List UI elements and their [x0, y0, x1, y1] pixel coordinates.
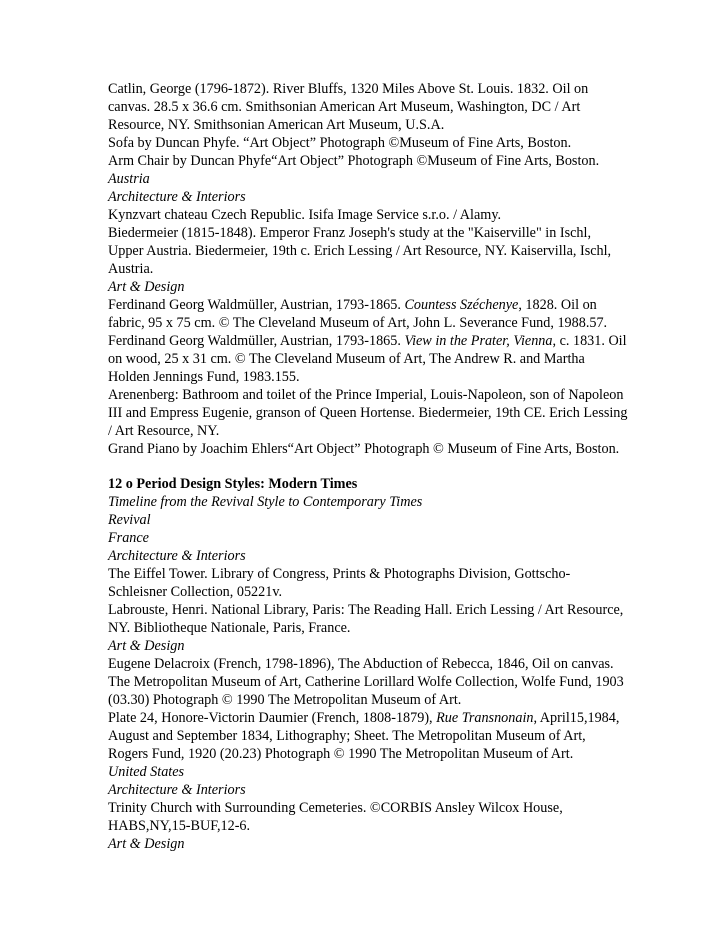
artwork-title: View in the Prater, Vienna: [404, 333, 553, 349]
heading-art-design: Art & Design: [108, 279, 185, 295]
entry-delacroix-rebecca: Eugene Delacroix (French, 1798-1896), The Abduction of Rebecca, 1846, Oil on canvas. The Metropolitan Museum of Art, Catherine Lorillard Wolfe Collection, Wolfe Fund, 1903 (03.30) Photograph © 1990 The Metropolitan Museum of Art.: [108, 656, 624, 708]
entry-text: , 1828. Oil on fabric, 95 x 75 cm. © The Cleveland Museum of Art, John L. Severance Fund, 1988.57.: [108, 297, 608, 331]
heading-art-design: Art & Design: [108, 638, 185, 654]
heading-architecture-interiors: Architecture & Interiors: [108, 548, 246, 564]
entry-waldmuller-countess: [108, 296, 628, 332]
paragraph-gap: [108, 458, 628, 475]
entry-trinity-church: Trinity Church with Surrounding Cemeteries. ©CORBIS Ansley Wilcox House, HABS,NY,15-BUF,12-6.: [108, 800, 563, 834]
entry-text: , c. 1831. Oil on wood, 25 x 31 cm. © The Cleveland Museum of Art, The Andrew R. and Martha Holden Jennings Fund, 1983.155.: [108, 333, 627, 385]
entry-text: , April15,1984, August and September 1834, Lithography; Sheet. The Metropolitan Museum of Art, Rogers Fund, 1920 (20.23) Photograph © 1990 The Metropolitan Museum of Art.: [108, 710, 620, 762]
heading-united-states: United States: [108, 764, 185, 780]
entry-labrouste-reading-hall: Labrouste, Henri. National Library, Paris: The Reading Hall. Erich Lessing / Art Resource, NY. Bibliotheque Nationale, Paris, France.: [108, 602, 624, 636]
entry-daumier-plate-24: [108, 709, 628, 763]
entry-biedermeier-study: Biedermeier (1815-1848). Emperor Franz Joseph's study at the "Kaiserville" in Ischl, Upper Austria. Biedermeier, 19th c. Erich Lessing / Art Resource, NY. Kaiservilla, Ischl, Austria.: [108, 225, 612, 277]
section-subtitle: Timeline from the Revival Style to Contemporary Times: [108, 494, 423, 510]
entry-grand-piano-ehlers: Grand Piano by Joachim Ehlers“Art Object” Photograph © Museum of Fine Arts, Boston.: [108, 441, 620, 457]
entry-waldmuller-prater: [108, 332, 628, 386]
entry-text: Plate 24, Honore-Victorin Daumier (French, 1808-1879),: [108, 710, 437, 726]
heading-revival: Revival: [108, 512, 151, 528]
entry-arm-chair-duncan-phyfe: Arm Chair by Duncan Phyfe“Art Object” Photograph ©Museum of Fine Arts, Boston.: [108, 153, 600, 169]
entry-text: Ferdinand Georg Waldmüller, Austrian, 1793-1865.: [108, 333, 405, 349]
heading-architecture-interiors: Architecture & Interiors: [108, 189, 246, 205]
document-page: [108, 80, 628, 853]
heading-austria: Austria: [108, 171, 150, 187]
entry-arenenberg-bathroom: Arenenberg: Bathroom and toilet of the Prince Imperial, Louis-Napoleon, son of Napoleon III and Empress Eugenie, granson of Queen Hortense. Biedermeier, 19th CE. Erich Lessing / Art Resource, NY.: [108, 387, 628, 439]
entry-text: Ferdinand Georg Waldmüller, Austrian, 1793-1865.: [108, 297, 405, 313]
artwork-title: Rue Transnonain: [436, 710, 534, 726]
artwork-title: Countess Széchenye: [404, 297, 519, 313]
entry-kynzvart-chateau: Kynzvart chateau Czech Republic. Isifa Image Service s.r.o. / Alamy.: [108, 207, 502, 223]
section-title: 12 o Period Design Styles: Modern Times: [108, 476, 358, 492]
heading-art-design: Art & Design: [108, 836, 185, 852]
heading-france: France: [108, 530, 149, 546]
entry-catlin-river-bluffs: Catlin, George (1796-1872). River Bluffs, 1320 Miles Above St. Louis. 1832. Oil on canvas. 28.5 x 36.6 cm. Smithsonian American Art Museum, Washington, DC / Art Resource, NY. Smithsonian American Art Museum, U.S.A.: [108, 81, 589, 133]
entry-eiffel-tower: The Eiffel Tower. Library of Congress, Prints & Photographs Division, Gottscho-Schleisner Collection, 05221v.: [108, 566, 571, 600]
entry-sofa-duncan-phyfe: Sofa by Duncan Phyfe. “Art Object” Photograph ©Museum of Fine Arts, Boston.: [108, 135, 572, 151]
heading-architecture-interiors: Architecture & Interiors: [108, 782, 246, 798]
